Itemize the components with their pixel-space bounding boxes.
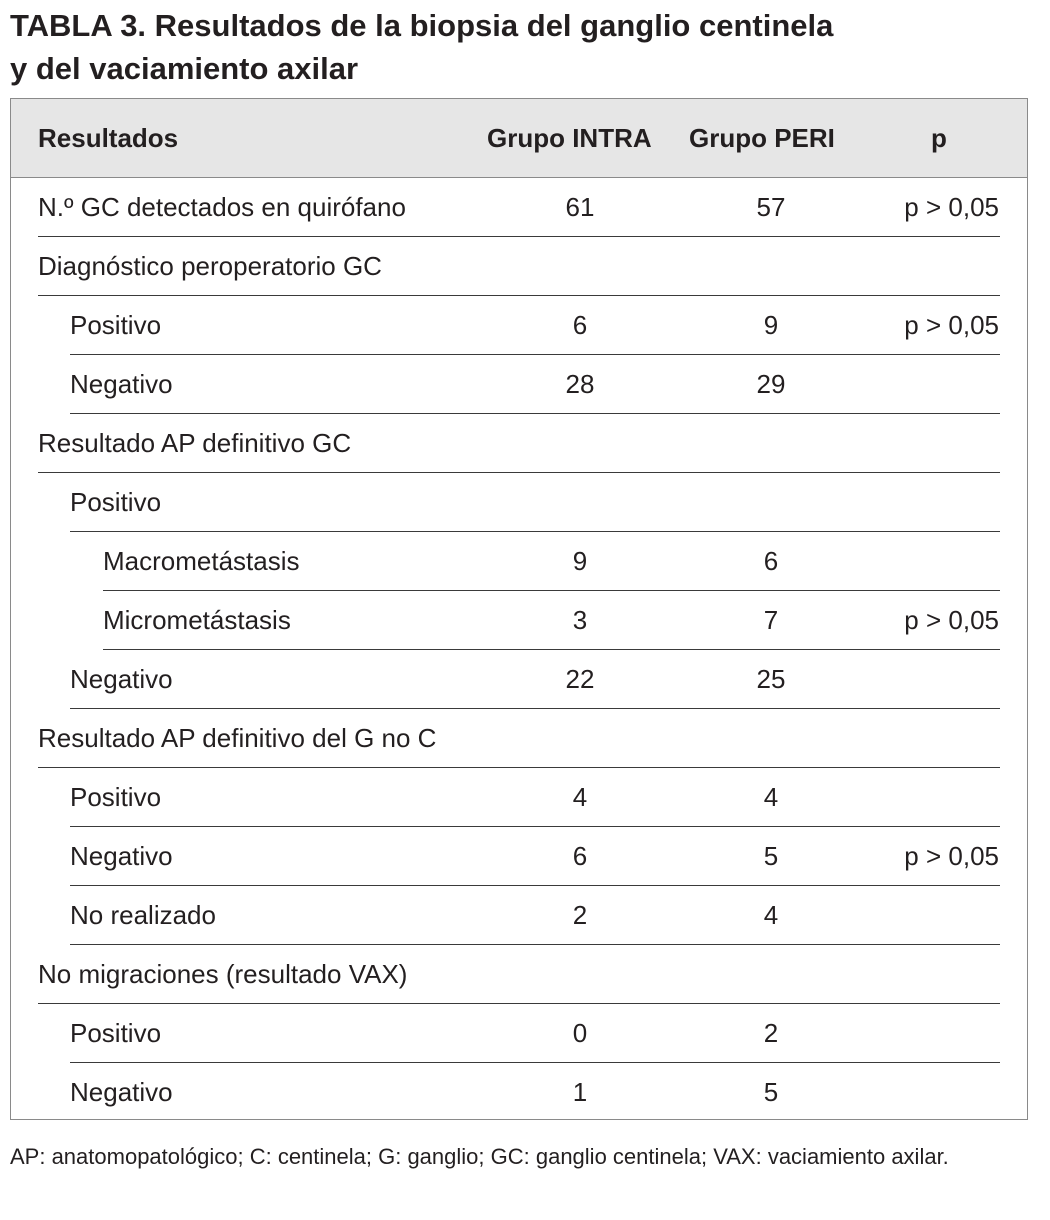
row-label: No migraciones (resultado VAX) (38, 959, 408, 989)
cell-p: p > 0,05 (904, 841, 999, 871)
table-row (11, 768, 1027, 827)
table-row (11, 178, 1027, 237)
table-title-line-1: TABLA 3. Resultados de la biopsia del ganglio centinela (10, 8, 834, 43)
header-grupo-peri: Grupo PERI (689, 123, 835, 153)
table-row (11, 945, 1027, 1004)
row-label: Positivo (70, 1018, 162, 1048)
cell-peri: 29 (756, 369, 786, 399)
row-label: Negativo (70, 369, 173, 399)
cell-intra: 61 (565, 192, 595, 222)
table-title (10, 4, 1030, 90)
table-row (11, 886, 1027, 945)
cell-intra: 1 (572, 1077, 588, 1107)
table-header-row (11, 99, 1027, 178)
table-title-line-2: y del vaciamiento axilar (10, 51, 359, 86)
table-row (11, 650, 1027, 709)
cell-peri: 5 (763, 1077, 779, 1107)
table-row (11, 414, 1027, 473)
cell-peri: 7 (763, 605, 779, 635)
cell-p: p > 0,05 (904, 310, 999, 340)
table-row (11, 827, 1027, 886)
header-grupo-intra: Grupo INTRA (487, 123, 652, 153)
row-label: Resultado AP definitivo GC (38, 428, 352, 458)
row-label: N.º GC detectados en quirófano (38, 192, 406, 222)
table-row (11, 473, 1027, 532)
cell-intra: 28 (565, 369, 595, 399)
cell-intra: 6 (572, 841, 588, 871)
row-label: Negativo (70, 841, 173, 871)
cell-peri: 5 (763, 841, 779, 871)
table-row (11, 532, 1027, 591)
cell-p: p > 0,05 (904, 192, 999, 222)
row-label: Positivo (70, 487, 162, 517)
row-label: Negativo (70, 664, 173, 694)
table-body (11, 178, 1027, 1122)
table-row (11, 296, 1027, 355)
row-label: No realizado (70, 900, 216, 930)
cell-peri: 2 (763, 1018, 779, 1048)
cell-peri: 9 (763, 310, 779, 340)
cell-peri: 25 (756, 664, 786, 694)
row-label: Negativo (70, 1077, 173, 1107)
cell-intra: 4 (572, 782, 588, 812)
row-label: Micrometástasis (103, 605, 291, 635)
table-row (11, 591, 1027, 650)
results-table (10, 98, 1028, 1120)
row-label: Resultado AP definitivo del G no C (38, 723, 437, 753)
table-row (11, 1004, 1027, 1063)
table-row (11, 237, 1027, 296)
table-row (11, 709, 1027, 768)
cell-peri: 4 (763, 782, 779, 812)
cell-intra: 0 (572, 1018, 588, 1048)
header-resultados: Resultados (38, 123, 179, 153)
table-row (11, 355, 1027, 414)
row-label: Macrometástasis (103, 546, 300, 576)
header-p: p (931, 123, 947, 153)
cell-peri: 4 (763, 900, 779, 930)
cell-p: p > 0,05 (904, 605, 999, 635)
table-row (11, 1063, 1027, 1122)
row-label: Positivo (70, 782, 162, 812)
cell-intra: 9 (572, 546, 588, 576)
cell-peri: 6 (763, 546, 779, 576)
cell-intra: 6 (572, 310, 588, 340)
cell-intra: 22 (565, 664, 595, 694)
cell-peri: 57 (756, 192, 786, 222)
table-footnote: AP: anatomopatológico; C: centinela; G: ganglio; GC: ganglio centinela; VAX: vaciamiento axilar. (10, 1144, 949, 1169)
cell-intra: 2 (572, 900, 588, 930)
cell-intra: 3 (572, 605, 588, 635)
row-label: Positivo (70, 310, 162, 340)
row-label: Diagnóstico peroperatorio GC (38, 251, 382, 281)
